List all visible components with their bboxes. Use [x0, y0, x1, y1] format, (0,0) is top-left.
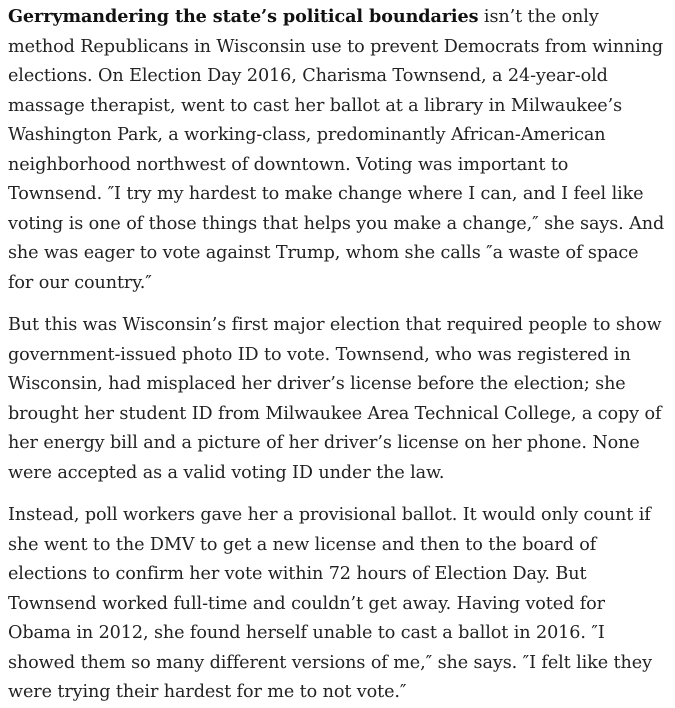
lead-in-bold: Gerrymandering the state’s political boundaries — [8, 6, 479, 27]
paragraph-3 — [8, 501, 667, 708]
paragraph-1 — [8, 2, 667, 298]
paragraph-1-text: isn’t the only method Republicans in Wisconsin use to prevent Democrats from winning elections. On Election Day 2016, Charisma Townsend, a 24-year-old massage therapist, went to cast her ballot at a library in Milwaukee’s Washington Park, a working-class, predominantly African-American neighborhood northwest of downtown. Voting was important to Townsend. ″I try my hardest to make change where I can, and I feel like voting is one of those things that helps you make a change,″ she says. And she was eager to vote against Trump, whom she calls ″a waste of space for our country.″ — [8, 7, 665, 293]
paragraph-2 — [8, 311, 667, 488]
paragraph-3-text: Instead, poll workers gave her a provisional ballot. It would only count if she went to the DMV to get a new license and then to the board of elections to confirm her vote within 72 hours of Election Day. But Townsend worked full-time and couldn’t get away. Having voted for Obama in 2012, she found herself unable to cast a ballot in 2016. ″I showed them so many different versions of me,″ she says. ″I felt like they were trying their hardest for me to not vote.″ — [8, 505, 652, 702]
paragraph-2-text: But this was Wisconsin’s first major election that required people to show government-issued photo ID to vote. Townsend, who was registered in Wisconsin, had misplaced her driver’s license before the election; she brought her student ID from Milwaukee Area Technical College, a copy of her energy bill and a picture of her driver’s license on her phone. None were accepted as a valid voting ID under the law. — [8, 315, 662, 483]
